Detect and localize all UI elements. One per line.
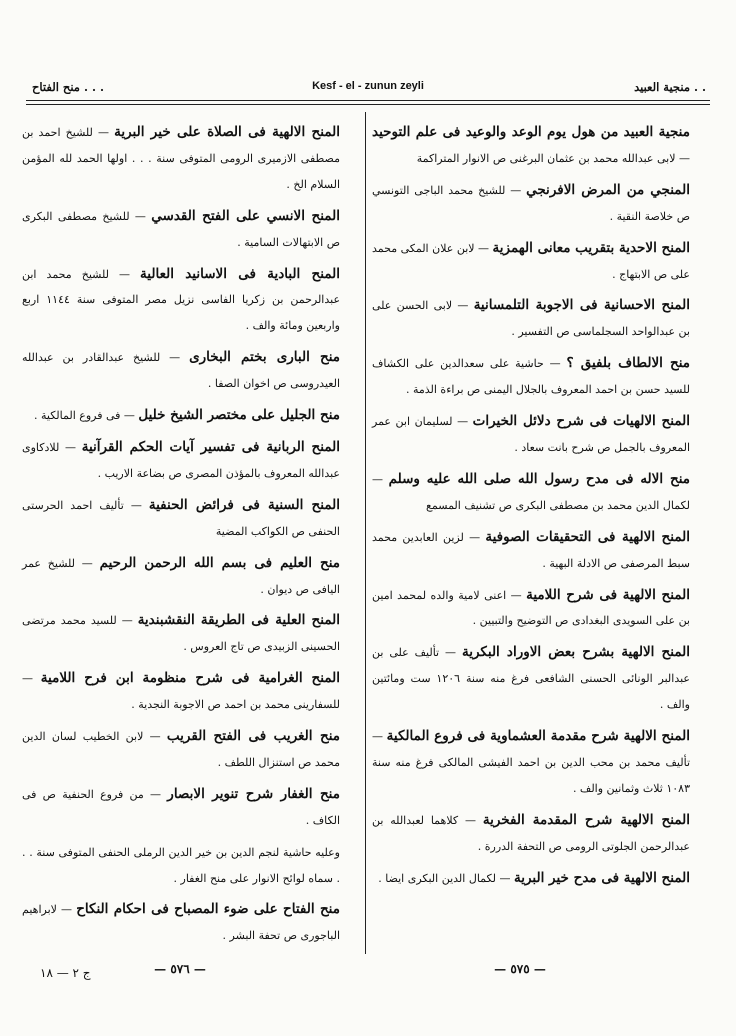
- entry: [372, 291, 690, 343]
- entry-body: — للادكاوى عبدالله المعروف بالمؤذن المصرى ص بضاعة الاريب .: [22, 440, 340, 480]
- header-right-title: منجية العبيد . .: [634, 80, 706, 94]
- entry-title: المنح الالهية شرح مقدمة العشماوية فى فروع المالكية: [386, 728, 690, 745]
- entry-body: — للشيخ احمد بن مصطفى الازميرى الرومى المتوفى سنة . . . اولها الحمد لله المؤمن السلام الخ .: [22, 126, 340, 191]
- entry-body: — للسفارينى محمد بن احمد ص الاجوبة النجدية .: [22, 672, 340, 712]
- entry-body: — للشيخ محمد ابن عبدالرحمن بن زكريا الفاسى نزيل مصر المتوفى سنة ١١٤٤ اربع واربعين ومائة والف .: [22, 267, 341, 333]
- entry-title: منح الغفار شرح تنوير الابصار: [167, 785, 340, 802]
- entry-title: المنح البادية فى الاسانيد العالية: [140, 265, 340, 282]
- entry: [22, 838, 340, 890]
- entry-body: — اعنى لامية والده لمحمد امين بن على السويدى البغدادى ص التوضيح والتبيين .: [372, 588, 690, 628]
- header-rule-bottom: [26, 104, 710, 105]
- entry: [22, 491, 340, 543]
- page-number-right: — ٥٧٥ —: [494, 962, 546, 976]
- entry: [22, 664, 340, 716]
- entry: [372, 118, 690, 170]
- entry: [22, 343, 340, 395]
- entry-title: المنح الالهية بشرح بعض الاوراد البكرية: [461, 644, 691, 661]
- right-column: [372, 118, 690, 895]
- running-header: [26, 80, 710, 102]
- entry-title: المنح الالهية فى التحقيقات الصوفية: [485, 528, 690, 545]
- entry: [372, 864, 690, 890]
- entry-body: — للشيخ عمر اليافى ص ديوان .: [22, 556, 340, 596]
- entry-title: المنجي من المرض الافرنجي: [526, 181, 690, 198]
- entry-title: المنح الانسي على الفتح القدسي: [151, 207, 340, 224]
- entry-body: — للسيد محمد مرتضى الحسينى الزبيدى ص تاج العروس .: [22, 614, 340, 654]
- header-left-title: منح الفتاح . . .: [32, 80, 105, 94]
- entry-title: منح الاله فى مدح رسول الله صلى الله عليه وسلم: [388, 470, 690, 487]
- entry-title: منح الغريب فى الفتح القريب: [166, 728, 341, 745]
- entry: [22, 549, 340, 601]
- entry-title: منح البارى بختم البخارى: [189, 349, 340, 366]
- entry: [22, 606, 340, 658]
- entry-title: المنح الالهية شرح المقدمة الفخرية: [482, 811, 691, 828]
- entry-title: المنح الالهية فى الصلاة على خير البرية: [114, 124, 340, 140]
- entry-body: — كلاهما لعبدالله بن عبدالرحمن الجلوتى الرومى ص التحفة الدررة .: [372, 813, 690, 853]
- entry-body: — لابى الحسن على بن عبدالواحد السجلماسى ص التفسير .: [372, 299, 690, 339]
- entry-body: — لابراهيم الباجورى ص تحفة البشر .: [22, 903, 340, 943]
- entry-body: — لكمال الدين محمد بن مصطفى البكرى ص تشنيف المسمع: [372, 472, 690, 512]
- entry-body: — للشيخ عبدالقادر بن عبدالله العيدروسى ص اخوان الصفا .: [22, 351, 340, 391]
- entry: [22, 722, 340, 774]
- entry-title: منح الفتاح على ضوء المصباح فى احكام النكاح: [76, 901, 340, 918]
- signature-mark: ج ٢ — ١٨: [40, 966, 91, 980]
- entry-body: وعليه حاشية لنجم الدين بن خير الدين الرملى الحنفى المتوفى سنة . . . سماه لوائح الانوار على منح الغفار .: [22, 845, 340, 885]
- entry: [22, 401, 340, 427]
- entry: [372, 465, 690, 517]
- entry-body: — لسليمان ابن عمر المعروف بالجمل ص شرح بانت سعاد .: [372, 415, 690, 454]
- entry-body: — لابن علان المكى محمد على ص الابتهاج .: [371, 241, 690, 281]
- entry-title: منح الالطاف بلفيق ؟: [566, 355, 691, 372]
- column-divider: [365, 112, 366, 954]
- entry-body: — لابن الخطيب لسان الدين محمد ص استنزال اللطف .: [22, 730, 340, 769]
- entry: [22, 260, 340, 338]
- entry: [22, 202, 340, 254]
- entry-title: المنح الالهية فى شرح اللامية: [526, 586, 690, 603]
- entry-body: — تأليف على بن عبدالبر الونائى الحسنى الشافعى فرغ منه سنة ١٢٠٦ ست ومائتين والف .: [372, 646, 690, 712]
- entry: [372, 176, 690, 228]
- left-column: [22, 118, 340, 953]
- entry-title: منح الجليل على مختصر الشيخ خليل: [138, 407, 340, 424]
- entry-body: — حاشية على سعدالدين على الكشاف للسيد حسن بن احمد المعروف بالجلال اليمنى ص براءة الذمة .: [372, 357, 690, 397]
- entry-body: — لابى عبدالله محمد بن عثمان البرغنى ص الانوار المتراكمة: [416, 151, 690, 165]
- header-center-title: Kesf - el - zunun zeyli: [312, 80, 424, 92]
- entry-title: المنح الغرامية فى شرح منظومة ابن فرح اللامية: [40, 670, 341, 687]
- entry: [372, 722, 690, 800]
- entry-title: المنح الاحدية بتقريب معانى الهمزية: [492, 239, 690, 256]
- entry-body: — تأليف احمد الحرستى الحنفى ص الكواكب المضية: [22, 498, 340, 538]
- entry: [372, 234, 690, 286]
- entry: [372, 523, 690, 575]
- header-rule-top: [26, 100, 710, 101]
- entry-body: — للشيخ محمد الباجى التونسي ص خلاصة النقية .: [372, 183, 690, 223]
- entry: [22, 118, 340, 196]
- entry-body: — لكمال الدين البكرى ايضا .: [378, 871, 514, 885]
- entry-title: منجية العبيد من هول يوم الوعد والوعيد فى علم التوحيد: [372, 124, 690, 140]
- entry: [22, 895, 340, 947]
- entry-body: — للشيخ مصطفى البكرى ص الابتهالات السامية .: [22, 209, 340, 249]
- entry: [22, 780, 340, 832]
- entry-body: — لزين العابدين محمد سبط المرصفى ص الادلة البهية .: [372, 530, 690, 570]
- entry: [372, 638, 690, 716]
- entry-body: — تأليف محمد بن محب الدين بن احمد الفيشى المالكى فرغ منه سنة ١٠٨٣ ثلاث وثمانين والف .: [372, 730, 690, 795]
- entry-body: — فى فروع المالكية .: [34, 409, 139, 423]
- entry-title: المنح السنية فى فرائض الحنفية: [148, 496, 341, 513]
- entry: [372, 581, 690, 633]
- entry: [22, 433, 340, 485]
- entry: [372, 806, 690, 858]
- page-number-left: — ٥٧٦ —: [154, 962, 206, 976]
- entry-title: المنح الالهية فى مدح خير البرية: [513, 869, 690, 886]
- entry-title: منح العليم فى بسم الله الرحمن الرحيم: [99, 554, 340, 571]
- entry-title: المنح الربانية فى تفسير آيات الحكم القرآنية: [81, 438, 340, 455]
- entry-title: المنح العلية فى الطريقة النقشبندية: [137, 612, 340, 629]
- entry: [372, 407, 690, 459]
- entry-body: — من فروع الحنفية ص فى الكاف .: [22, 787, 340, 827]
- entry-title: المنح الالهيات فى شرح دلائل الخيرات: [472, 413, 690, 430]
- entry: [372, 349, 690, 401]
- entry-title: المنح الاحسانية فى الاجوبة التلمسانية: [473, 297, 690, 314]
